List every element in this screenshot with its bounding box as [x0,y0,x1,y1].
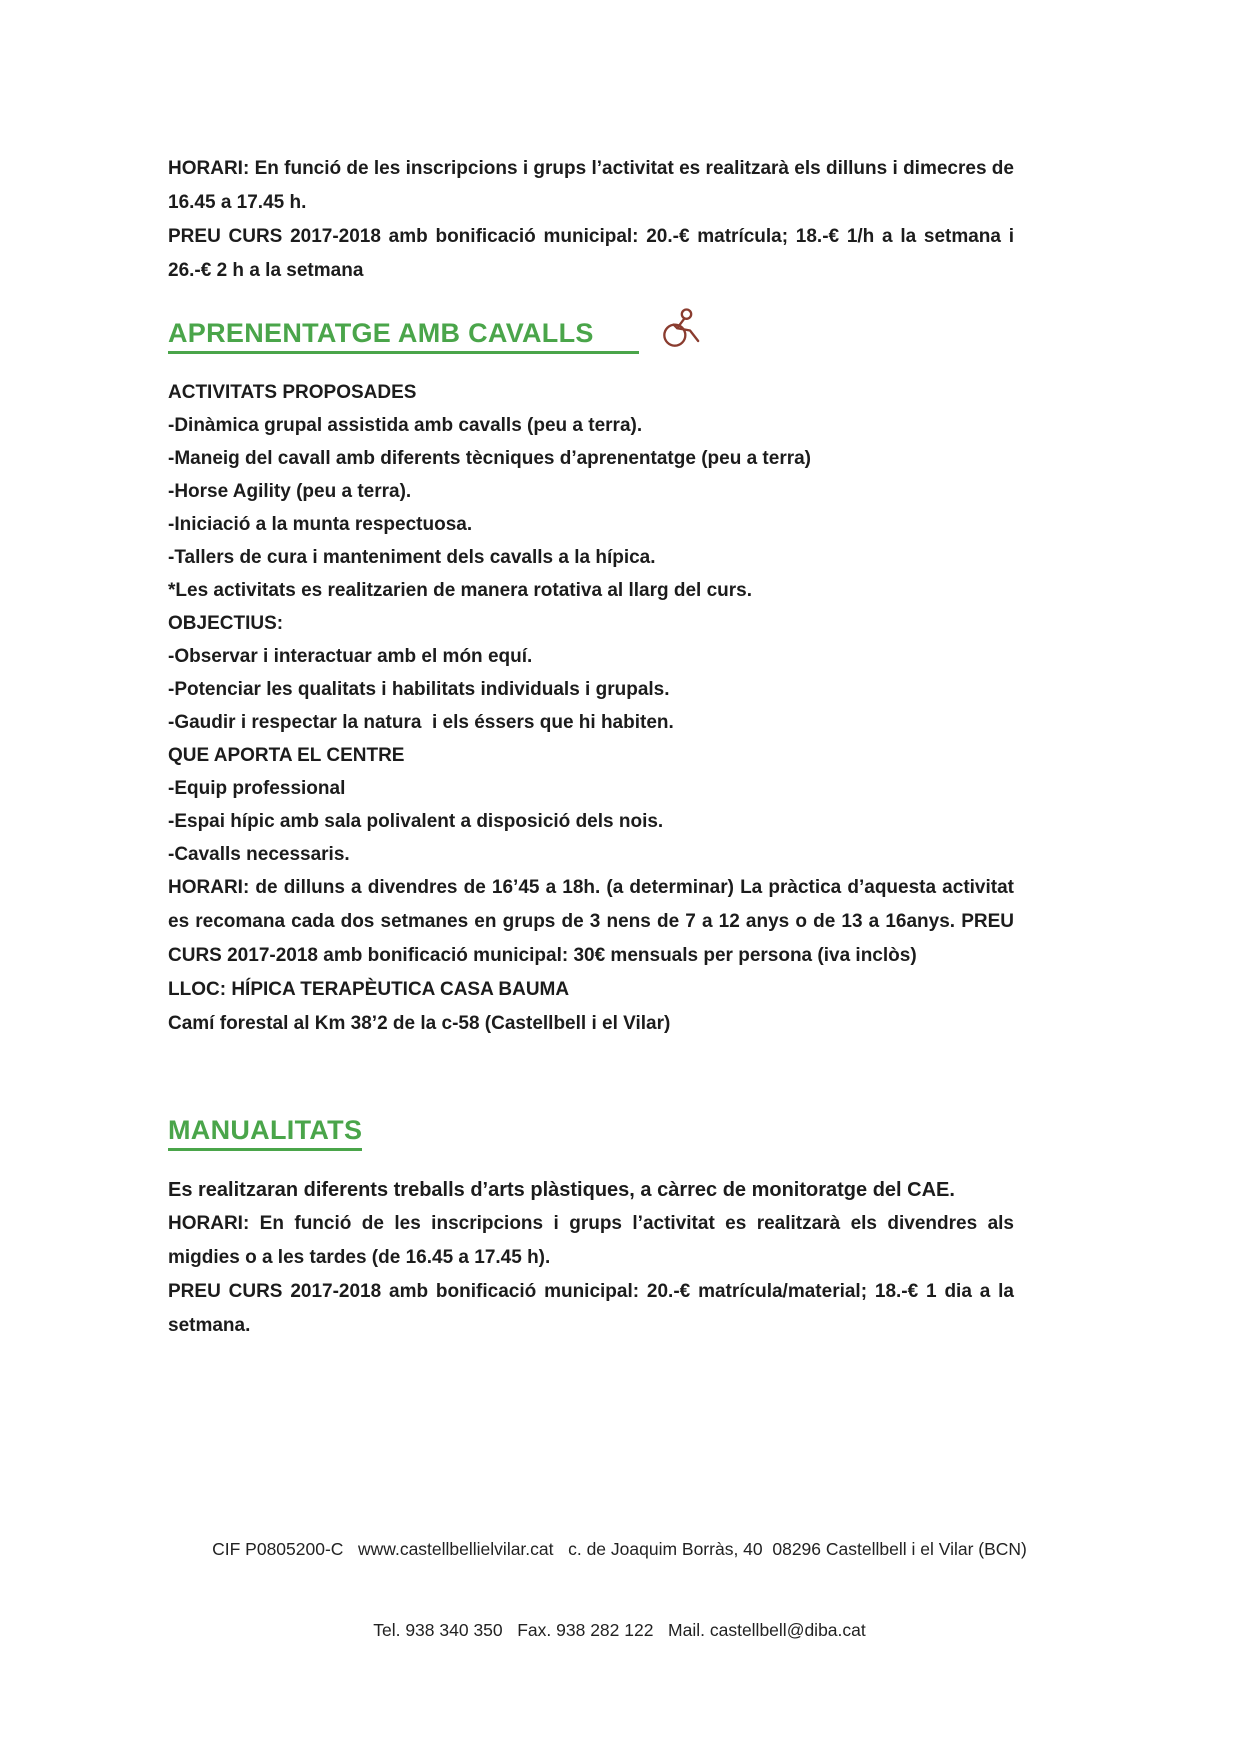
cavalls-lloc-line: LLOC: HÍPICA TERAPÈUTICA CASA BAUMA [168,979,570,1000]
list-line: ACTIVITATS PROPOSADES [168,382,417,403]
list-line: -Equip professional [168,778,346,799]
intro-preu-paragraph: PREU CURS 2017-2018 amb bonificació municipal: 20.-€ matrícula; 18.-€ 1/h a la setmana i 26.-€ 2 h a la setmana [168,226,1014,281]
section-heading-manualitats [168,1115,1014,1151]
list-line: *Les activitats es realitzarien de manera rotativa al llarg del curs. [168,580,752,601]
list-line: -Potenciar les qualitats i habilitats individuals i grupals. [168,679,670,700]
list-line: -Cavalls necessaris. [168,844,350,865]
list-line: -Dinàmica grupal assistida amb cavalls (peu a terra). [168,415,643,436]
footer-line-1: CIF P0805200-C www.castellbellielvilar.cat c. de Joaquim Borràs, 40 08296 Castellbell i el Vilar (BCN) [212,1539,1027,1559]
list-line: -Maneig del cavall amb diferents tècniques d’aprenentatge (peu a terra) [168,448,812,469]
horse-rider-icon [659,306,707,353]
cavalls-activity-list [168,376,1014,871]
list-line: OBJECTIUS: [168,613,284,634]
page-footer [0,1482,1239,1698]
manualitats-preu-paragraph: PREU CURS 2017-2018 amb bonificació municipal: 20.-€ matrícula/material; 18.-€ 1 dia a la setmana. [168,1281,1014,1336]
cavalls-horari-paragraph: HORARI: de dilluns a divendres de 16’45 a 18h. (a determinar) La pràctica d’aquesta activitat es recomana cada dos setmanes en grups de 3 nens de 7 a 12 anys o de 13 a 16anys. PREU CURS 2017-2018 amb bonificació municipal: 30€ mensuals per persona (iva inclòs) [168,877,1014,966]
cavalls-section-title: APRENENTATGE AMB CAVALLS [168,318,639,354]
list-line: -Observar i interactuar amb el món equí. [168,646,533,667]
manualitats-section-title: MANUALITATS [168,1115,362,1151]
manualitats-intro-paragraph: Es realitzaran diferents treballs d’arts plàstiques, a càrrec de monitoratge del CAE. [168,1179,955,1201]
document-content [168,152,1014,1343]
manualitats-horari-paragraph: HORARI: En funció de les inscripcions i grups l’activitat es realitzarà els divendres als migdies o a les tardes (de 16.45 a 17.45 h). [168,1213,1014,1268]
list-line: -Tallers de cura i manteniment dels cavalls a la hípica. [168,547,656,568]
intro-horari-paragraph: HORARI: En funció de les inscripcions i grups l’activitat es realitzarà els dilluns i dimecres de 16.45 a 17.45 h. [168,158,1014,213]
list-line: -Iniciació a la munta respectuosa. [168,514,473,535]
list-line: -Espai hípic amb sala polivalent a disposició dels nois. [168,811,664,832]
cavalls-cami-line: Camí forestal al Km 38’2 de la c-58 (Castellbell i el Vilar) [168,1013,671,1034]
footer-line-2: Tel. 938 340 350 Fax. 938 282 122 Mail. castellbell@diba.cat [373,1620,866,1640]
list-line: QUE APORTA EL CENTRE [168,745,405,766]
section-heading-cavalls [168,318,1014,354]
list-line: -Gaudir i respectar la natura i els éssers que hi habiten. [168,712,674,733]
list-line: -Horse Agility (peu a terra). [168,481,412,502]
